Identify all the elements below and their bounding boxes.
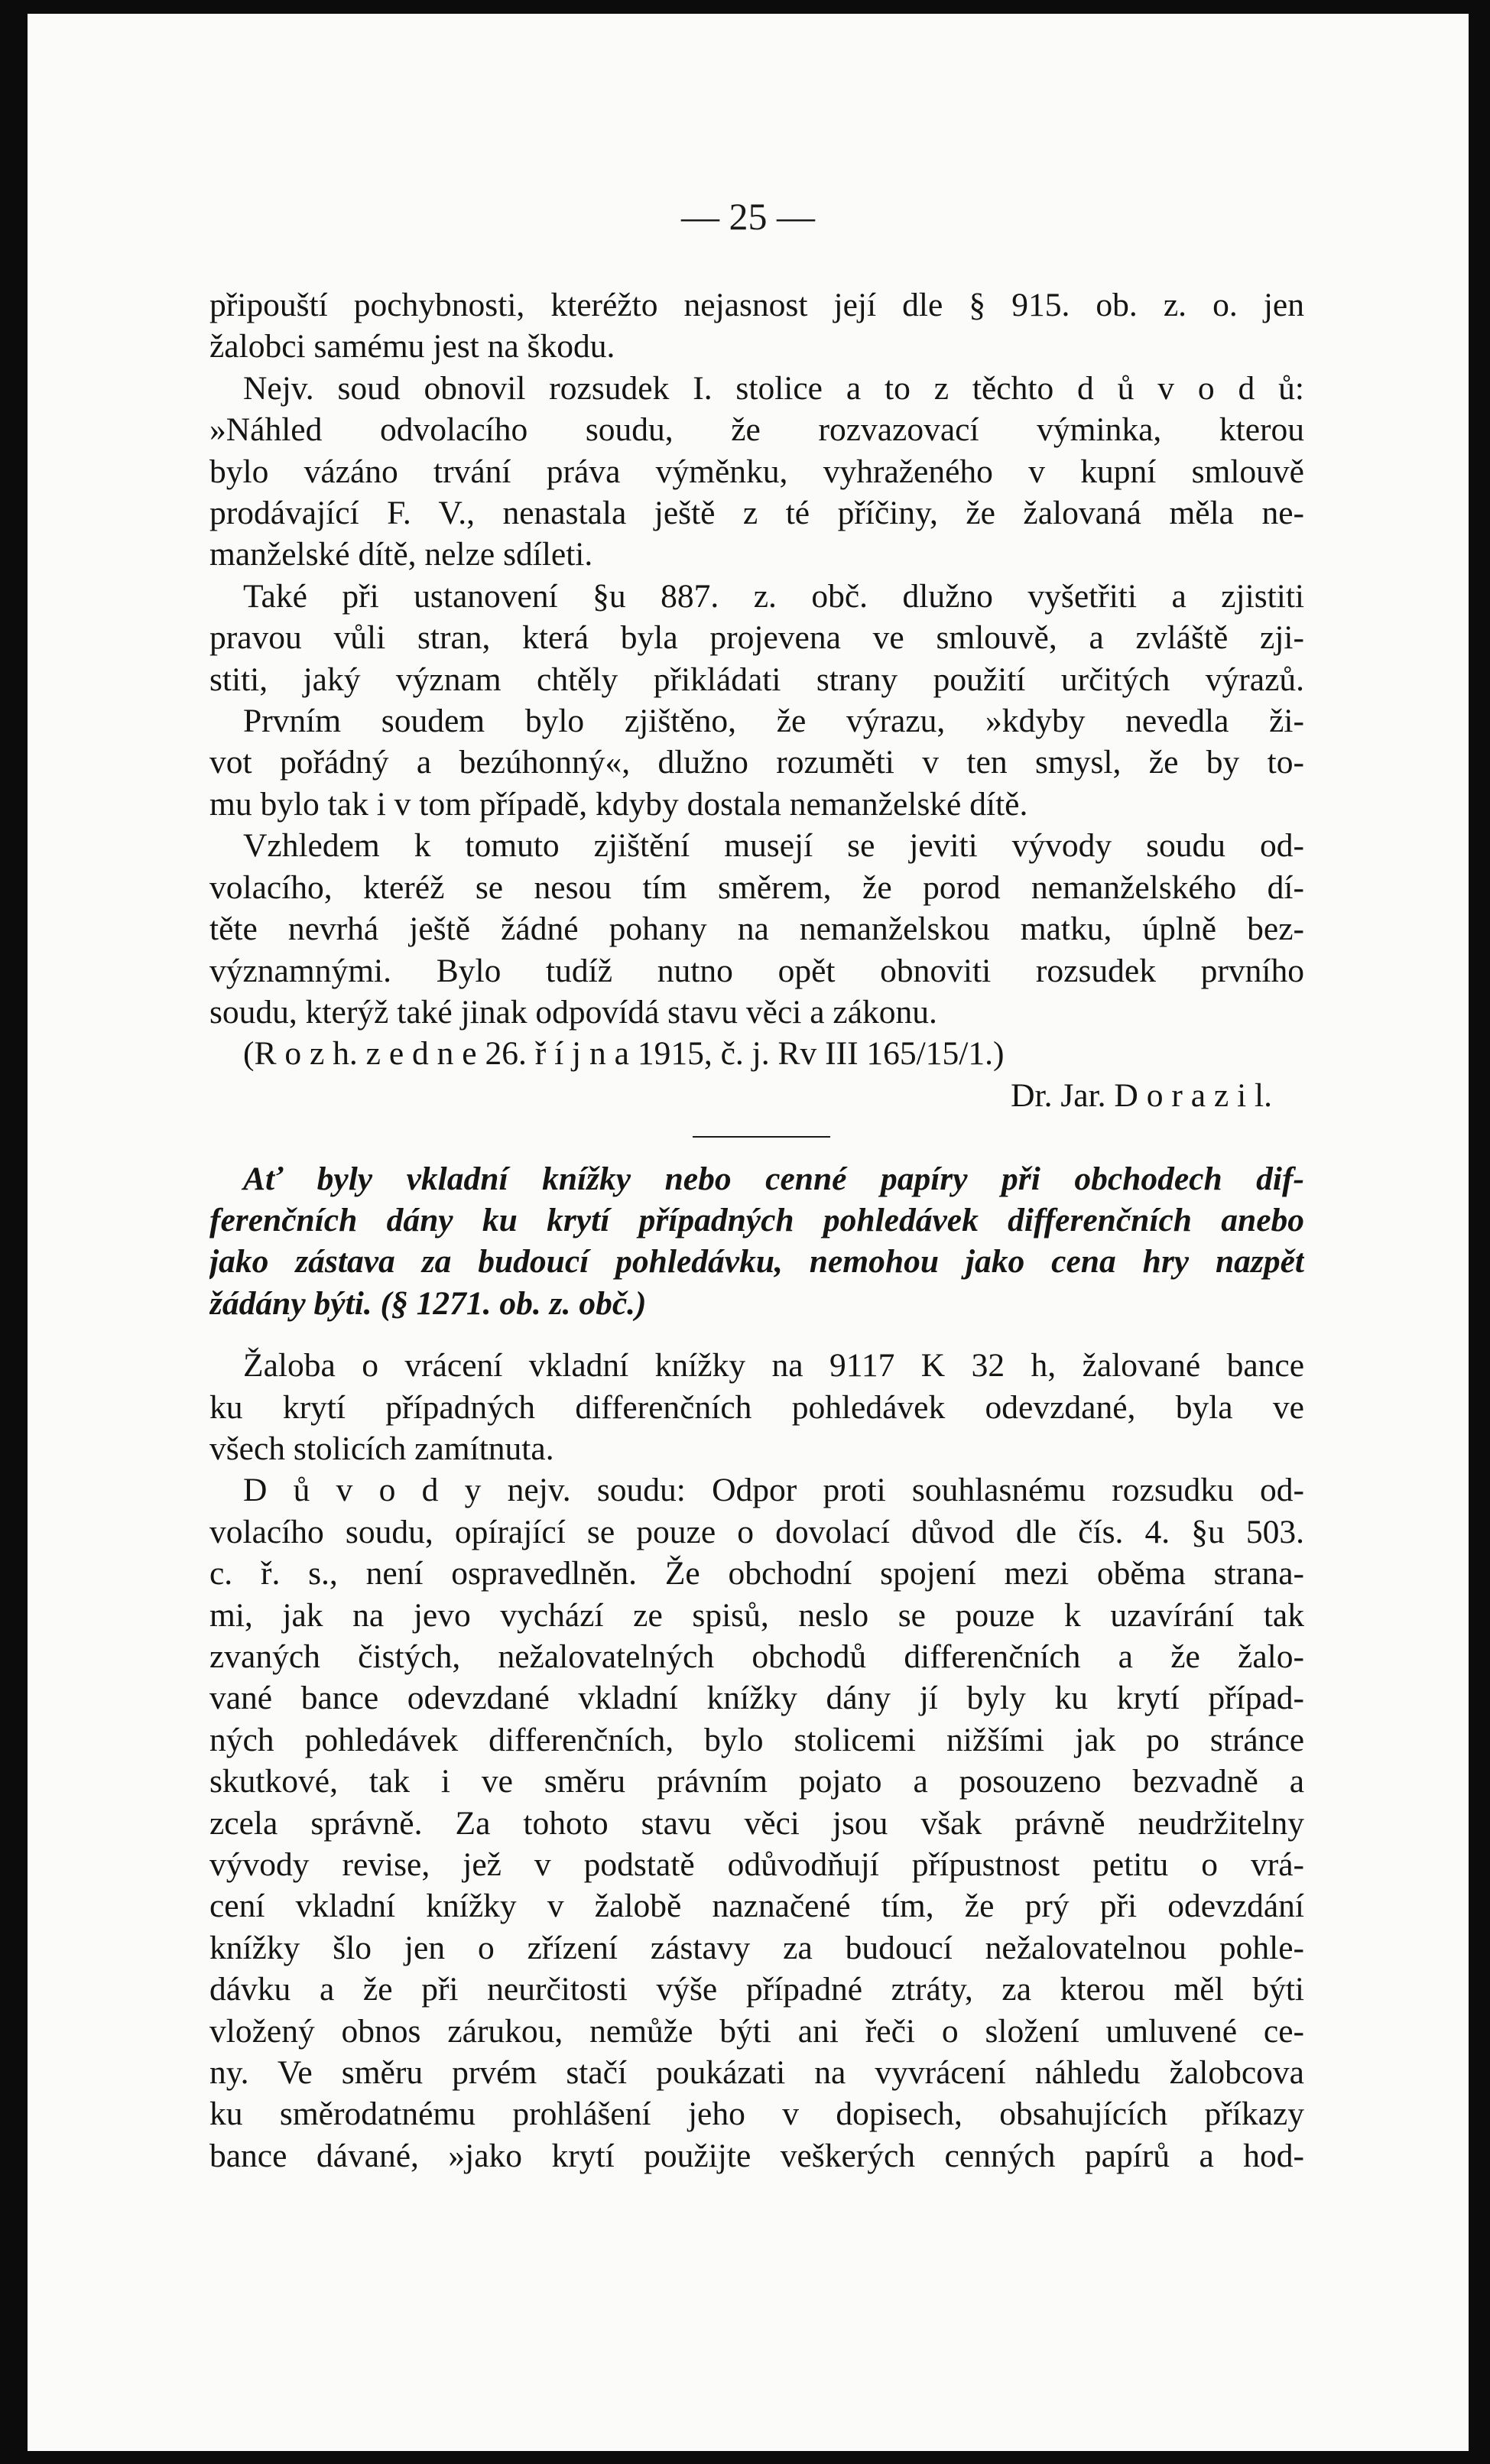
text-line: D ů v o d y nejv. soudu: Odpor proti souhlasnému rozsudku od- <box>243 1472 1304 1509</box>
section-divider <box>693 1136 830 1138</box>
headnote-line: žádány býti. (§ 1271. ob. z. obč.) <box>209 1284 647 1322</box>
text-line: vložený obnos zárukou, nemůže býti ani řeči o složení umluvené ce- <box>209 2012 1304 2050</box>
text-line: Nejv. soud obnovil rozsudek I. stolice a to z těchto d ů v o d ů: <box>243 369 1304 407</box>
page <box>28 14 1469 2451</box>
spacer <box>209 1324 1304 1345</box>
text-line: Žaloba o vrácení vkladní knížky na 9117 K 32 h, žalované bance <box>243 1347 1304 1385</box>
text-line: bylo vázáno trvání práva výměnku, vyhraženého v kupní smlouvě <box>209 453 1304 490</box>
section-divider-wrap <box>209 1116 1304 1157</box>
text-line: soudu, kterýž také jinak odpovídá stavu věci a zákonu. <box>209 993 937 1031</box>
text-line: ku směrodatnému prohlášení jeho v dopisech, obsahujících příkazy <box>209 2096 1304 2133</box>
text-line: vývody revise, jež v podstatě odůvodňují přípustnost petitu o vrá- <box>209 1846 1304 1884</box>
text-line: manželské dítě, nelze sdíleti. <box>209 536 593 573</box>
text-line: bance dávané, »jako krytí použijte veškerých cenných papírů a hod- <box>209 2137 1304 2174</box>
text-line: prodávající F. V., nenastala ještě z té příčiny, že žalovaná měla ne- <box>209 495 1304 532</box>
text-line: Vzhledem k tomuto zjištění musejí se jeviti vývody soudu od- <box>243 827 1304 865</box>
headnote-line: jako zástava za budoucí pohledávku, nemohou jako cena hry nazpět <box>209 1243 1304 1281</box>
text-line: Prvním soudem bylo zjištěno, že výrazu, »kdyby nevedla ži- <box>243 703 1304 740</box>
text-line: vot pořádný a bezúhonný«, dlužno rozuměti v ten smysl, že by to- <box>209 744 1304 781</box>
text-line: cení vkladní knížky v žalobě naznačené tím, že prý při odevzdání <box>209 1888 1304 1925</box>
headnote-line: ferenčních dány ku krytí případných pohledávek differenčních anebo <box>209 1201 1304 1238</box>
text-line: významnými. Bylo tudíž nutno opět obnoviti rozsudek prvního <box>209 952 1304 989</box>
text-line: volacího, kteréž se nesou tím směrem, že porod nemanželského dí- <box>209 868 1304 906</box>
text-line: ku krytí případných differenčních pohledávek odevzdané, byla ve <box>209 1388 1304 1426</box>
text-line: připouští pochybnosti, kteréžto nejasnost její dle § 915. ob. z. o. jen <box>209 287 1304 323</box>
text-line: vané bance odevzdané vkladní knížky dány jí byly ku krytí případ- <box>209 1680 1304 1717</box>
author-signature: Dr. Jar. D o r a z i l. <box>1011 1076 1272 1114</box>
citation: (R o z h. z e d n e 26. ř í j n a 1915, č. j. Rv III 165/15/1.) <box>243 1035 1005 1073</box>
text-line: pravou vůli stran, která byla projevena ve smlouvě, a zvláště zji- <box>209 619 1304 657</box>
text-line: c. ř. s., není ospravedlněn. Že obchodní spojení mezi oběma strana- <box>209 1555 1304 1592</box>
page-body <box>209 284 1304 2177</box>
text-line: mu bylo tak i v tom případě, kdyby dostala nemanželské dítě. <box>209 785 1028 823</box>
text-line: zvaných čistých, nežalovatelných obchodů differenčních a že žalo- <box>209 1638 1304 1675</box>
text-line: ny. Ve směru prvém stačí poukázati na vyvrácení náhledu žalobcova <box>209 2054 1304 2092</box>
text-line: ných pohledávek differenčních, bylo stolicemi nižšími jak po stránce <box>209 1721 1304 1758</box>
text-line: volacího soudu, opírající se pouze o dovolací důvod dle čís. 4. §u 503. <box>209 1513 1304 1550</box>
headnote-line: Ať byly vkladní knížky nebo cenné papíry při obchodech dif- <box>243 1160 1304 1197</box>
text-line: žalobci samému jest na škodu. <box>209 328 615 365</box>
text-line: skutkové, tak i ve směru právním pojato a posouzeno bezvadně a <box>209 1763 1304 1800</box>
text-line: mi, jak na jevo vychází ze spisů, neslo se pouze k uzavírání tak <box>209 1596 1304 1634</box>
text-line: dávku a že při neurčitosti výše případné ztráty, za kterou měl býti <box>209 1971 1304 2008</box>
text-line: knížky šlo jen o zřízení zástavy za budoucí nežalovatelnou pohle- <box>209 1929 1304 1966</box>
text-line: »Náhled odvolacího soudu, že rozvazovací výminka, kterou <box>209 411 1304 449</box>
text-line: stiti, jaký význam chtěly přikládati strany použití určitých výrazů. <box>209 661 1304 698</box>
text-line: zcela správně. Za tohoto stavu věci jsou však právně neudržitelny <box>209 1804 1304 1842</box>
text-line: Také při ustanovení §u 887. z. obč. dlužno vyšetřiti a zjistiti <box>243 577 1304 615</box>
text-line: všech stolicích zamítnuta. <box>209 1430 554 1467</box>
text-line: těte nevrhá ještě žádné pohany na nemanželskou matku, úplně bez- <box>209 911 1304 948</box>
page-number: — 25 — <box>681 195 815 238</box>
